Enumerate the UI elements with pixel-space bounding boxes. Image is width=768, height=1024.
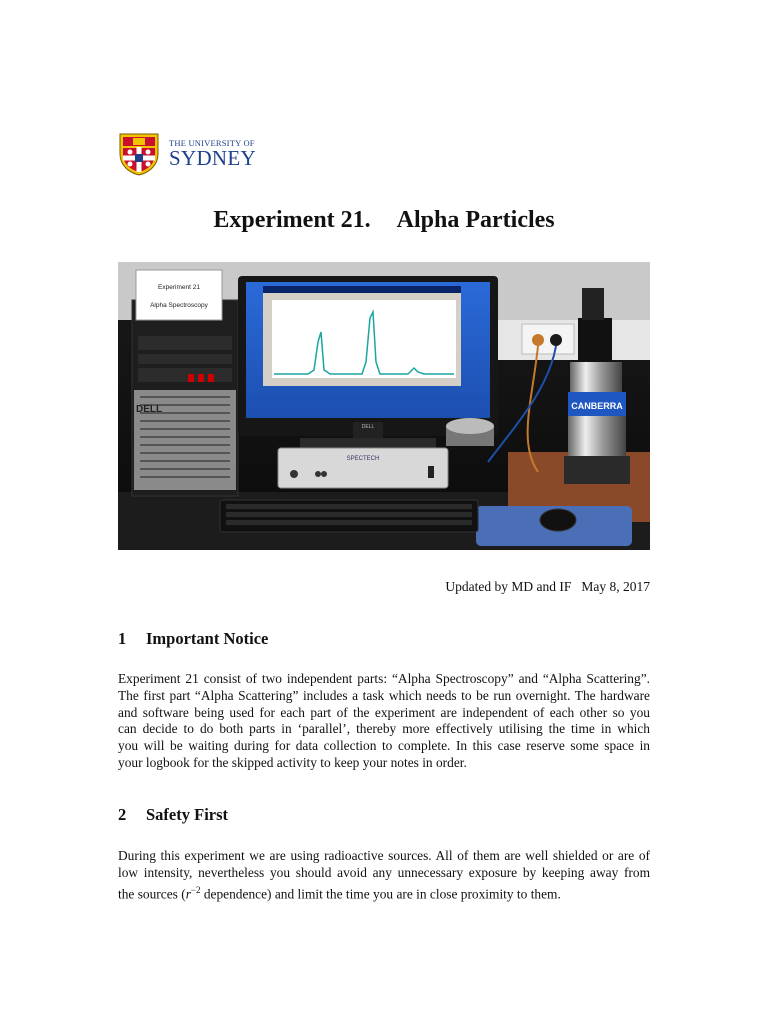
monitor-brand-label: DELL: [361, 424, 375, 430]
updated-by: Updated by MD and IF: [445, 579, 572, 594]
card-line-2: Alpha Spectroscopy: [150, 302, 208, 309]
section-1-heading: [118, 629, 268, 649]
section-1-line-6: your logbook for the skipped activity to keep your notes in order.: [118, 754, 467, 770]
university-logo: [118, 132, 256, 176]
line3-post: dependence) and limit the time you are in close proximity to them.: [200, 886, 561, 902]
section-1-paragraph: [118, 671, 650, 772]
pc-brand-label: DELL: [136, 404, 163, 415]
section-2-title: Safety First: [146, 805, 229, 824]
logo-line-big: SYDNEY: [169, 146, 256, 171]
updated-line: [445, 579, 650, 595]
updated-date: May 8, 2017: [581, 579, 650, 594]
logo-line-small: THE UNIVERSITY OF: [169, 137, 255, 148]
variable-r: r: [185, 886, 191, 902]
section-2-number: 2: [118, 805, 127, 824]
title-experiment: Experiment 21.: [213, 207, 371, 233]
section-1-line-4: can decide to do both parts in ‘parallel’, thereby more effectively utilising the time in which: [118, 721, 650, 737]
title-subject: Alpha Particles: [396, 207, 555, 233]
spectech-label: SPECTECH: [346, 456, 380, 462]
line3-pre: the sources (: [118, 886, 186, 902]
exponent: −2: [190, 884, 201, 895]
section-2-line-1: During this experiment we are using radioactive sources. All of them are well shielded or are of: [118, 848, 650, 863]
section-1-line-1: Experiment 21 consist of two independent parts: “Alpha Spectroscopy” and “Alpha Scattering”.: [118, 671, 650, 686]
section-2-paragraph: [118, 848, 650, 903]
lab-setup-photo: [118, 262, 650, 550]
page-title: [0, 207, 768, 234]
section-2-line-2: low intensity, nevertheless you should avoid any unnecessary exposure by keeping away from: [118, 864, 650, 880]
section-2-line-3: [118, 882, 650, 903]
section-1-number: 1: [118, 629, 127, 648]
section-2-heading: [118, 805, 228, 825]
section-1-title: Important Notice: [146, 629, 269, 648]
university-crest-icon: [118, 132, 160, 176]
card-line-1: Experiment 21: [158, 284, 200, 291]
section-1-line-3: and software being used for each part of the experiment are independent of each other so you: [118, 704, 650, 720]
section-1-line-5: you will be waiting during for data collection to complete. In this case reserve some space in: [118, 738, 650, 754]
section-1-line-2: The first part “Alpha Scattering” includes a task which needs to be run overnight. The hardware: [118, 687, 650, 703]
detector-brand-label: CANBERRA: [571, 401, 623, 411]
